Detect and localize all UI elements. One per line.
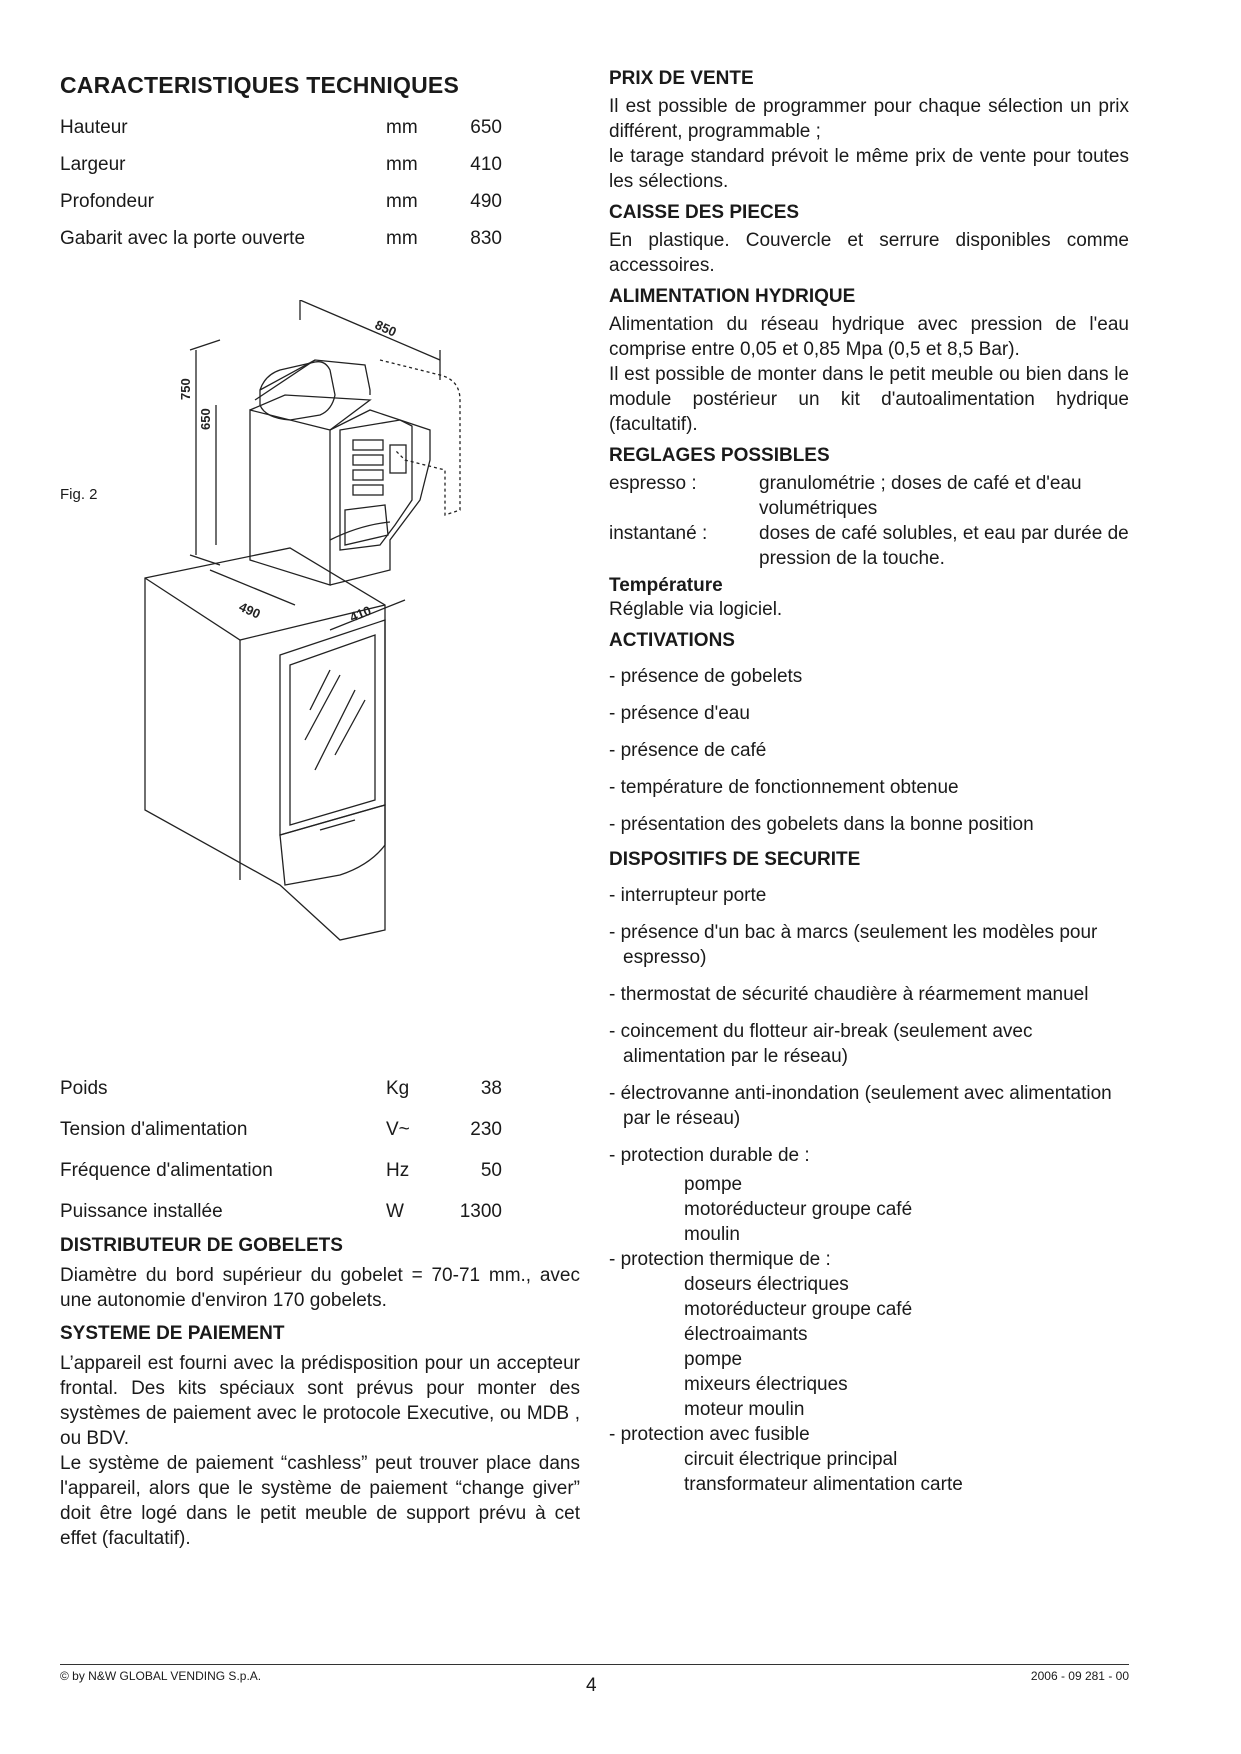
sub-item: transformateur alimentation carte bbox=[684, 1474, 963, 1495]
keypad bbox=[390, 445, 406, 473]
sub-item: motoréducteur groupe café bbox=[684, 1299, 913, 1320]
sub-item: pompe bbox=[684, 1349, 743, 1370]
sub-item: motoréducteur groupe café bbox=[684, 1199, 913, 1220]
section-text: Il est possible de programmer pour chaque sélection un prix différent, programmable ; bbox=[609, 96, 1129, 142]
dim-label-650: 650 bbox=[198, 408, 213, 430]
section-title: ACTIVATIONS bbox=[609, 630, 735, 651]
footer-divider bbox=[60, 1664, 1129, 1665]
spec-label: Tension d'alimentation bbox=[60, 1119, 248, 1140]
spec-value: 1300 bbox=[459, 1201, 502, 1222]
spec-row bbox=[60, 228, 502, 265]
sub-item: pompe bbox=[684, 1174, 743, 1195]
list-item: - présence d'un bac à marcs (seulement les modèles pour espresso) bbox=[609, 922, 1098, 968]
spec-row bbox=[60, 191, 502, 228]
left-lower-sections bbox=[60, 1235, 580, 1561]
dispensing-area bbox=[345, 505, 388, 545]
machine-side-panel bbox=[250, 410, 330, 585]
dim-line-490 bbox=[210, 570, 295, 605]
reglage-key: instantané : bbox=[609, 523, 708, 544]
spec-row bbox=[60, 1119, 502, 1160]
spec-unit: Hz bbox=[386, 1160, 410, 1181]
list-item: - présence d'eau bbox=[609, 703, 750, 724]
section-text: Diamètre du bord supérieur du gobelet = 70-71 mm., avec une autonomie d'environ 170 gobelets. bbox=[60, 1265, 580, 1311]
spec-value: 830 bbox=[470, 228, 502, 249]
reglage-value: granulométrie ; doses de café et d'eau volumétriques bbox=[759, 473, 1082, 519]
sub-item: circuit électrique principal bbox=[684, 1449, 898, 1470]
section-title: REGLAGES POSSIBLES bbox=[609, 445, 830, 466]
spec-unit: Kg bbox=[386, 1078, 410, 1099]
spec-row bbox=[60, 154, 502, 191]
spec-row bbox=[60, 1160, 502, 1201]
list-item: - présence de café bbox=[609, 740, 767, 761]
spec-label: Gabarit avec la porte ouverte bbox=[60, 228, 306, 249]
spec-unit: mm bbox=[386, 228, 418, 249]
section-text: Il est possible de monter dans le petit meuble ou bien dans le module postérieur un kit d'autoalimentation hydrique (facultatif). bbox=[609, 364, 1129, 435]
figure-label: Fig. 2 bbox=[60, 486, 98, 503]
door-open-outline bbox=[380, 360, 460, 515]
list-item: - thermostat de sécurité chaudière à réarmement manuel bbox=[609, 984, 1089, 1005]
spec-row bbox=[60, 117, 502, 154]
spec-value: 650 bbox=[470, 117, 502, 138]
selection-button bbox=[353, 440, 383, 450]
sub-item: électroaimants bbox=[684, 1324, 808, 1345]
sub-item: mixeurs électriques bbox=[684, 1374, 848, 1395]
dim-label-410: 410 bbox=[347, 602, 374, 625]
spec-value: 38 bbox=[480, 1078, 502, 1099]
spec-value: 410 bbox=[470, 154, 502, 175]
specs-table-top bbox=[60, 117, 502, 265]
list-item: - présence de gobelets bbox=[609, 666, 803, 687]
spec-value: 230 bbox=[470, 1119, 502, 1140]
list-item: - protection avec fusible bbox=[609, 1424, 810, 1445]
section-title: SYSTEME DE PAIEMENT bbox=[60, 1323, 285, 1344]
section-text: Le système de paiement “cashless” peut trouver place dans l'appareil, alors que le système de paiement “change giver” doit être logé dans le petit meuble de support prévu à cet effet (facultatif). bbox=[60, 1453, 580, 1549]
spec-label: Fréquence d'alimentation bbox=[60, 1160, 273, 1181]
left-column bbox=[60, 60, 580, 265]
reglage-value: doses de café solubles, et eau par durée de pression de la touche. bbox=[759, 523, 1129, 569]
section-text: Réglable via logiciel. bbox=[609, 599, 783, 620]
spec-unit: mm bbox=[386, 117, 418, 138]
spec-label: Poids bbox=[60, 1078, 108, 1099]
selection-button bbox=[353, 485, 383, 495]
reglage-row bbox=[609, 471, 1129, 521]
section-text: Alimentation du réseau hydrique avec pression de l'eau comprise entre 0,05 et 0,85 Mpa (0,5 et 8,5 Bar). bbox=[609, 314, 1129, 360]
spec-value: 50 bbox=[480, 1160, 502, 1181]
spec-unit: mm bbox=[386, 191, 418, 212]
list-item: - protection durable de : bbox=[609, 1145, 810, 1166]
machine-drawing bbox=[140, 300, 530, 1020]
dim-line-850 bbox=[300, 300, 440, 360]
right-column bbox=[609, 68, 1129, 1497]
footer-doc-code: 2006 - 09 281 - 00 bbox=[1030, 1669, 1129, 1683]
spec-label: Puissance installée bbox=[60, 1201, 223, 1222]
list-item: - coincement du flotteur air-break (seulement avec alimentation par le réseau) bbox=[609, 1021, 1033, 1067]
reglage-row bbox=[609, 521, 1129, 571]
page-number: 4 bbox=[586, 1675, 597, 1696]
distributeur-section bbox=[60, 1235, 580, 1313]
spec-label: Profondeur bbox=[60, 191, 155, 212]
page-title: CARACTERISTIQUES TECHNIQUES bbox=[60, 72, 459, 98]
spec-unit: V~ bbox=[386, 1119, 410, 1140]
spec-unit: W bbox=[386, 1201, 404, 1222]
sub-item: moulin bbox=[684, 1224, 740, 1245]
list-item: - protection thermique de : bbox=[609, 1249, 831, 1270]
selection-button bbox=[353, 470, 383, 480]
dim-label-750: 750 bbox=[178, 378, 193, 400]
section-title: PRIX DE VENTE bbox=[609, 68, 754, 89]
machine-front-outline bbox=[330, 410, 430, 585]
dim-label-490: 490 bbox=[236, 599, 263, 622]
spec-value: 490 bbox=[470, 191, 502, 212]
section-title: Température bbox=[609, 575, 723, 596]
hopper-shape bbox=[260, 362, 335, 420]
spec-label: Hauteur bbox=[60, 117, 128, 138]
section-title: DISPOSITIFS DE SECURITE bbox=[609, 849, 861, 870]
footer-copyright: © by N&W GLOBAL VENDING S.p.A. bbox=[60, 1669, 262, 1683]
machine-top-outline bbox=[260, 360, 370, 395]
spec-label: Largeur bbox=[60, 154, 126, 175]
list-item: - présentation des gobelets dans la bonne position bbox=[609, 814, 1034, 835]
list-item: - électrovanne anti-inondation (seulement avec alimentation par le réseau) bbox=[609, 1083, 1112, 1129]
cabinet-glass-door bbox=[280, 620, 385, 835]
cabinet-bottom-drawer bbox=[280, 805, 385, 885]
dim-label-850: 850 bbox=[372, 317, 399, 340]
section-text: L’appareil est fourni avec la prédisposition pour un accepteur frontal. Des kits spéciaux sont prévus pour monter des systèmes de paiement avec le protocole Executive, ou MDB , ou BDV. bbox=[60, 1353, 580, 1449]
selection-button bbox=[353, 455, 383, 465]
section-title: ALIMENTATION HYDRIQUE bbox=[609, 286, 856, 307]
cabinet-outline bbox=[145, 548, 385, 940]
reglage-key: espresso : bbox=[609, 473, 697, 494]
list-item: - température de fonctionnement obtenue bbox=[609, 777, 959, 798]
list-item: - interrupteur porte bbox=[609, 885, 767, 906]
section-text: En plastique. Couvercle et serrure disponibles comme accessoires. bbox=[609, 230, 1129, 276]
sub-item: doseurs électriques bbox=[684, 1274, 849, 1295]
section-title: CAISSE DES PIECES bbox=[609, 202, 800, 223]
section-title: DISTRIBUTEUR DE GOBELETS bbox=[60, 1235, 343, 1256]
section-text: le tarage standard prévoit le même prix de vente pour toutes les sélections. bbox=[609, 146, 1129, 192]
spec-row bbox=[60, 1078, 502, 1119]
specs-table-bottom bbox=[60, 1078, 502, 1242]
sub-item: moteur moulin bbox=[684, 1399, 805, 1420]
paiement-section bbox=[60, 1323, 580, 1551]
spec-unit: mm bbox=[386, 154, 418, 175]
